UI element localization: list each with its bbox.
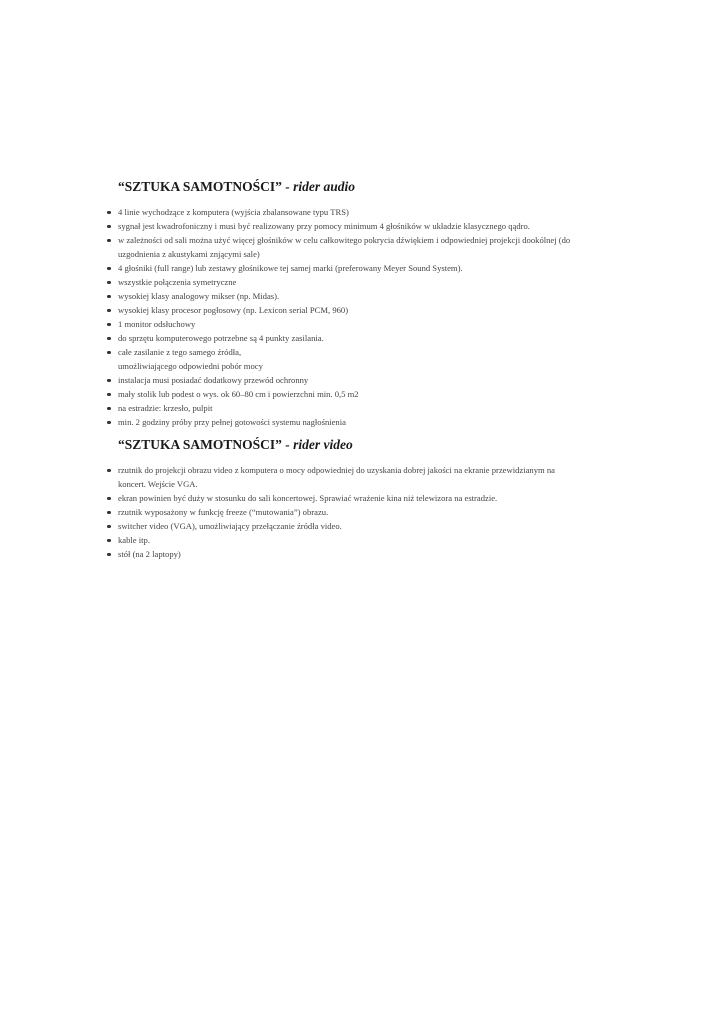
- list-item: ekran powinien być duży w stosunku do sali koncertowej. Sprawiać wrażenie kina niż telewizora na estradzie.: [118, 491, 618, 505]
- list-item: wszystkie połączenia symetryczne: [118, 275, 618, 289]
- video-title-suffix: - rider video: [281, 437, 353, 452]
- list-item: mały stolik lub podest o wys. ok 60–80 cm i powierzchni min. 0,5 m2: [118, 387, 618, 401]
- list-item: na estradzie: krzesło, pulpit: [118, 401, 618, 415]
- list-item: min. 2 godziny próby przy pełnej gotowości systemu nagłośnienia: [118, 415, 618, 429]
- list-item: całe zasilanie z tego samego źródła,: [118, 345, 618, 359]
- audio-rider-section: [118, 178, 618, 429]
- list-item: wysokiej klasy procesor pogłosowy (np. Lexicon serial PCM, 960): [118, 303, 618, 317]
- list-item-continuation: umożliwiającego odpowiedni pobór mocy: [118, 361, 263, 371]
- audio-title-main: “SZTUKA SAMOTNOŚCI”: [118, 179, 282, 194]
- video-title-main: “SZTUKA SAMOTNOŚCI”: [118, 437, 282, 452]
- list-item: instalacja musi posiadać dodatkowy przewód ochronny: [118, 373, 618, 387]
- list-item: wysokiej klasy analogowy mikser (np. Midas).: [118, 289, 618, 303]
- list-item: do sprzętu komputerowego potrzebne są 4 punkty zasilania.: [118, 331, 618, 345]
- list-item-continuation: uzgodnienia z akustykami znjącymi sale): [118, 249, 260, 259]
- video-rider-heading: [118, 436, 618, 454]
- list-item: switcher video (VGA), umożliwiający przełączanie źródła video.: [118, 519, 618, 533]
- list-item: stół (na 2 laptopy): [118, 547, 618, 561]
- audio-rider-heading: [118, 178, 618, 196]
- list-item: rzutnik do projekcji obrazu video z komputera o mocy odpowiedniej do uzyskania dobrej jakości na ekranie przewidzianym na: [118, 463, 618, 477]
- list-item: w zależności od sali można użyć więcej głośników w celu całkowitego pokrycia dźwiękiem i odpowiedniej projekcji dookólnej (do: [118, 233, 618, 247]
- video-rider-section: [118, 436, 618, 561]
- list-item: 4 linie wychodzące z komputera (wyjścia zbalansowane typu TRS): [118, 205, 618, 219]
- audio-title-suffix: - rider audio: [281, 179, 356, 194]
- list-item-continuation: koncert. Wejście VGA.: [118, 479, 198, 489]
- video-requirements-list: [118, 463, 618, 561]
- list-item: rzutnik wyposażony w funkcję freeze (“mutowania”) obrazu.: [118, 505, 618, 519]
- list-item: 4 głośniki (full range) lub zestawy głośnikowe tej samej marki (preferowany Meyer Sound System).: [118, 261, 618, 275]
- list-item: sygnał jest kwadrofoniczny i musi być realizowany przy pomocy minimum 4 głośników w układzie klasycznego qądro.: [118, 219, 618, 233]
- list-item: 1 monitor odsłuchowy: [118, 317, 618, 331]
- audio-requirements-list: [118, 205, 618, 429]
- list-item: kable itp.: [118, 533, 618, 547]
